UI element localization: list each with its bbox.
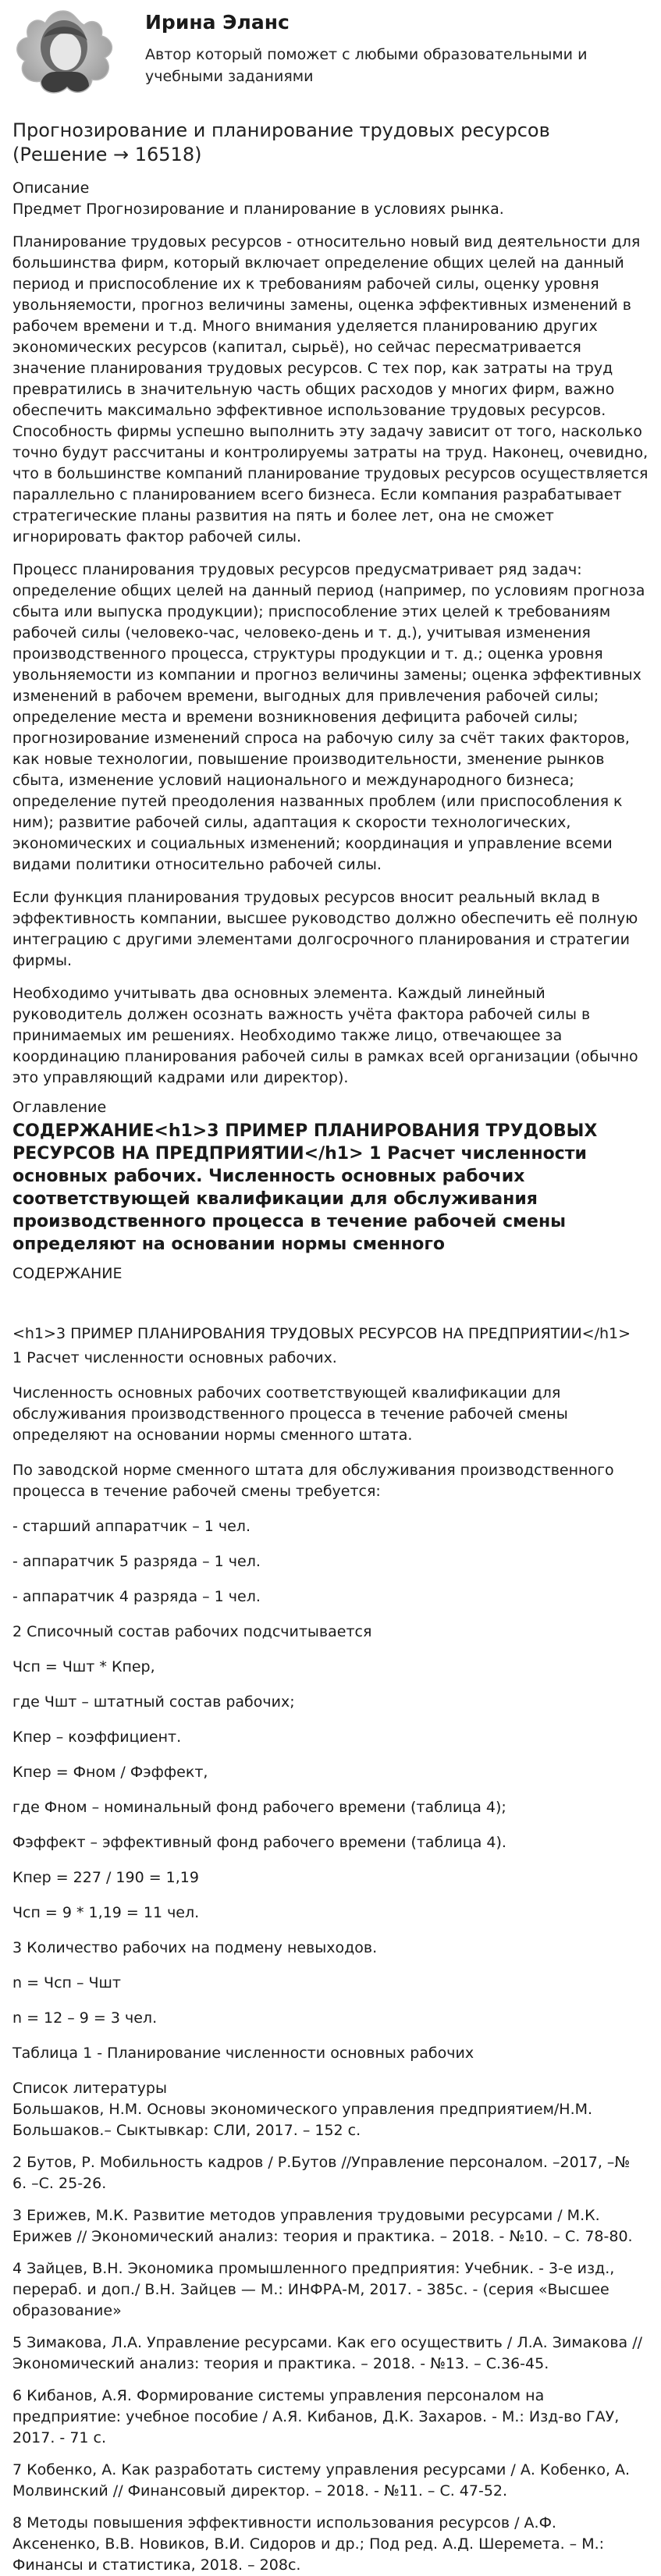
body-line: 1 Расчет численности основных рабочих.	[12, 1349, 337, 1366]
body-line: Чсп = Чшт * Кпер,	[12, 1658, 155, 1675]
author-description: Автор который поможет с любыми образовательными и учебными заданиями	[145, 46, 588, 85]
body-line: 3 Количество рабочих на подмену невыходов.	[12, 1939, 378, 1956]
description-paragraph: Процесс планирования трудовых ресурсов предусматривает ряд задач: определение общих целей на данный период (например, по условиям прогноза сбыта или выпуска продукции); приспособление этих целей к требованиям рабочей силы (человеко-час, человеко-день и т. д.), учитывая изменения производственного процесса, структуры продукции и т. д.; оценка уровня увольняемости из компании и прогноз величины замены; оценка эффективных изменений в рабочем времени, выгодных для привлечения рабочей силы; определение места и времени возникновения дефицита рабочей силы; прогнозирование изменений спроса на рабочую силу за счёт таких факторов, как новые технологии, повышение производительности, зменение рынков сбыта, изменение условий национального и международного бизнеса; определение путей преодоления названных проблем (или приспособления к ним); развитие рабочей силы, адаптация к скорости технологических, экономических и социальных изменений; координация и управление всеми видами политики относительно рабочей силы.	[12, 561, 645, 873]
body-line: Фэффект – эффективный фонд рабочего времени (таблица 4).	[12, 1834, 506, 1851]
references-section	[12, 2078, 649, 2576]
reference-item: 2 Бутов, Р. Мобильность кадров / Р.Бутов //Управление персоналом. –2017, –№ 6. –С. 25-26.	[12, 2154, 631, 2192]
body-line: - аппаратчик 4 разряда – 1 чел.	[12, 1588, 261, 1605]
author-card	[12, 0, 649, 108]
description-section	[12, 178, 649, 1089]
table-caption: Таблица 1 - Планирование численности основных рабочих	[12, 2045, 474, 2062]
body-line: - аппаратчик 5 разряда – 1 чел.	[12, 1553, 261, 1570]
reference-item: 6 Кибанов, А.Я. Формирование системы управления персоналом на предприятие: учебное пособие / А.Я. Кибанов, Д.К. Захаров. - М.: Изд-во ГАУ, 2017. - 71 с.	[12, 2387, 620, 2446]
reference-item: 8 Методы повышения эффективности использования ресурсов / А.Ф. Аксененко, В.В. Новиков, В.И. Сидоров и др.; Под ред. А.Д. Шеремета. – М.: Финансы и статистика, 2018. – 208с.	[12, 2514, 605, 2574]
toc-content-label: СОДЕРЖАНИЕ	[12, 1265, 123, 1282]
toc-section	[12, 1097, 649, 1284]
toc-heading: СОДЕРЖАНИЕ<h1>3 ПРИМЕР ПЛАНИРОВАНИЯ ТРУДОВЫХ РЕСУРСОВ НА ПРЕДПРИЯТИИ</h1> 1 Расчет численности основных рабочих. Численность основных рабочих соответствующей квалификации для обслуживания производственного процесса в течение рабочей смены определяют на основании нормы сменного	[12, 1121, 598, 1254]
reference-item: 7 Кобенко, А. Как разработать систему управления ресурсами / А. Кобенко, А. Молвинский // Финансовый директор. – 2018. - №11. – С. 47-52.	[12, 2461, 631, 2500]
body-line: n = 12 – 9 = 3 чел.	[12, 2009, 158, 2027]
description-paragraph: Если функция планирования трудовых ресурсов вносит реальный вклад в эффективность компании, высшее руководство должно обеспечить её полную интеграцию с другими элементами долгосрочного планирования и стратегии фирмы.	[12, 889, 638, 969]
body-line: где Фном – номинальный фонд рабочего времени (таблица 4);	[12, 1799, 506, 1816]
body-line: - старший аппаратчик – 1 чел.	[12, 1518, 251, 1535]
body-line: По заводской норме сменного штата для обслуживания производственного процесса в течение рабочей смены требуется:	[12, 1462, 614, 1500]
body-line: Кпер – коэффициент.	[12, 1729, 182, 1746]
body-line: 2 Списочный состав рабочих подсчитывается	[12, 1623, 372, 1640]
body-line: n = Чсп – Чшт	[12, 1974, 121, 1992]
body-line: Кпер = Фном / Фэффект,	[12, 1764, 208, 1781]
body-line: где Чшт – штатный состав рабочих;	[12, 1693, 295, 1711]
toc-label: Оглавление	[12, 1099, 107, 1116]
author-info	[145, 6, 613, 87]
description-paragraph: Планирование трудовых ресурсов - относительно новый вид деятельности для большинства фирм, который включает определение общих целей на данный период и приспособление их к требованиям рабочей силы, оценку уровня увольняемости, прогноз величины замены, оценка эффективных изменений в рабочем времени и т.д. Много внимания уделяется планированию других экономических ресурсов (капитал, сырьё), но сейчас пересматривается значение планирования трудовых ресурсов. С тех пор, как затраты на труд превратились в значительную часть общих расходов у многих фирм, важно обеспечить максимально эффективное использование трудовых ресурсов. Способность фирмы успешно выполнить эту задачу зависит от того, насколько точно будут рассчитаны и контролируемы затраты на труд. Наконец, очевидно, что в большинстве компаний планирование трудовых ресурсов осуществляется параллельно с планированием всего бизнеса. Если компания разрабатывает стратегические планы развития на пять и более лет, она не сможет игнорировать фактор рабочей силы.	[12, 233, 649, 545]
body-line: Кпер = 227 / 190 = 1,19	[12, 1869, 199, 1886]
description-subject: Предмет Прогнозирование и планирование в условиях рынка.	[12, 201, 504, 218]
reference-item: Большаков, Н.М. Основы экономического управления предприятием/Н.М. Большаков.– Сыктывкар: СЛИ, 2017. – 152 с.	[12, 2101, 593, 2139]
author-name[interactable]: Ирина Эланс	[145, 11, 290, 34]
avatar-photo-icon[interactable]	[9, 6, 117, 98]
body-line: <h1>3 ПРИМЕР ПЛАНИРОВАНИЯ ТРУДОВЫХ РЕСУРСОВ НА ПРЕДПРИЯТИИ</h1>	[12, 1325, 631, 1342]
body-line: Чсп = 9 * 1,19 = 11 чел.	[12, 1904, 200, 1921]
work-title: Прогнозирование и планирование трудовых ресурсов (Решение → 16518)	[12, 119, 550, 165]
reference-item: 5 Зимакова, Л.А. Управление ресурсами. Как его осуществить / Л.А. Зимакова // Экономический анализ: теория и практика. – 2018. - №13. – С.36-45.	[12, 2334, 643, 2372]
references-label: Список литературы	[12, 2080, 167, 2097]
description-label: Описание	[12, 179, 90, 197]
work-body	[12, 1324, 649, 2064]
description-paragraph: Необходимо учитывать два основных элемента. Каждый линейный руководитель должен осознать важность учёта фактора рабочей силы в принимаемых им решениях. Необходимо также лицо, отвечающее за координацию планирования рабочей силы в рамках всей организации (обычно это управляющий кадрами или директор).	[12, 985, 638, 1086]
reference-item: 3 Ерижев, М.К. Развитие методов управления трудовыми ресурсами / М.К. Ерижев // Экономический анализ: теория и практика. – 2018. - №10. – С. 78-80.	[12, 2207, 633, 2245]
body-line: Численность основных рабочих соответствующей квалификации для обслуживания производственного процесса в течение рабочей смены определяют на основании нормы сменного штата.	[12, 1384, 568, 1444]
reference-item: 4 Зайцев, В.Н. Экономика промышленного предприятия: Учебник. - 3-е изд., перераб. и доп./ В.Н. Зайцев — М.: ИНФРА-М, 2017. - 385с. - (серия «Высшее образование»	[12, 2260, 615, 2319]
